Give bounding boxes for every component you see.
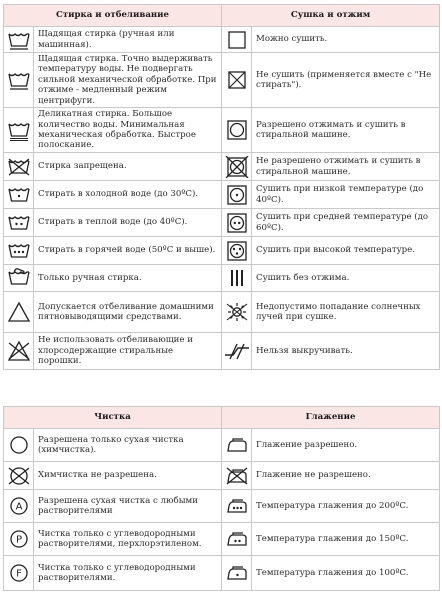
- table-row: [4, 265, 440, 292]
- iron-medium-icon: [222, 523, 252, 556]
- iron-high-icon: [222, 490, 252, 523]
- symbol-description: Глажение не разрешено.: [252, 462, 440, 490]
- wash-cold-icon: [4, 181, 34, 209]
- symbol-description: Стирать в теплой воде (до 40ºC).: [34, 209, 222, 237]
- svg-text:A: A: [15, 501, 22, 513]
- cleaning-ironing-table: [3, 406, 440, 591]
- tumble-dry-high-icon: [222, 237, 252, 265]
- tumble-dry-medium-icon: [222, 209, 252, 237]
- dry-clean-icon: [4, 429, 34, 462]
- iron-icon: [222, 429, 252, 462]
- table-row: [4, 556, 440, 591]
- symbol-description: Разрешена сухая чистка с любыми растворителями: [34, 490, 222, 523]
- section-title-right: Глажение: [222, 407, 440, 429]
- no-bleach-icon: [4, 333, 34, 370]
- symbol-description: Чистка только с углеводородными растворителями, перхлорэтиленом.: [34, 523, 222, 556]
- no-wash-icon: [4, 153, 34, 181]
- wash-tub-gentle-icon: [4, 27, 34, 53]
- symbol-description: Деликатная стирка. Большое количество воды. Минимальная механическая обработка. Быстрое полоскание.: [34, 108, 222, 153]
- symbol-description: Глажение разрешено.: [252, 429, 440, 462]
- symbol-description: Сушить при средней температуре (до 60ºC).: [252, 209, 440, 237]
- symbol-description: Только ручная стирка.: [34, 265, 222, 292]
- washing-drying-table: [3, 4, 440, 370]
- table-row: [4, 108, 440, 153]
- table-row: [4, 462, 440, 490]
- symbol-description: Щадящая стирка (ручная или машинная).: [34, 27, 222, 53]
- no-tumble-dry-icon: [222, 153, 252, 181]
- hand-wash-icon: [4, 265, 34, 292]
- wash-tub-icon: [4, 53, 34, 108]
- table-row: [4, 292, 440, 333]
- section-title-left: Чистка: [4, 407, 222, 429]
- symbol-description: Разрешено отжимать и сушить в стиральной машине.: [252, 108, 440, 153]
- symbol-description: Нельзя выкручивать.: [252, 333, 440, 370]
- symbol-description: Можно сушить.: [252, 27, 440, 53]
- table-row: [4, 209, 440, 237]
- table-row: [4, 429, 440, 462]
- svg-text:F: F: [15, 568, 22, 580]
- square-icon: [222, 27, 252, 53]
- symbol-description: Не использовать отбеливающие и хлорсодержащие стиральные порошки.: [34, 333, 222, 370]
- square-crossed-icon: [222, 53, 252, 108]
- wash-hot-icon: [4, 237, 34, 265]
- no-wring-icon: [222, 333, 252, 370]
- section-title-left: Стирка и отбеливание: [4, 5, 222, 27]
- symbol-description: Температура глажения до 150ºC.: [252, 523, 440, 556]
- table-row: [4, 237, 440, 265]
- symbol-description: Сушить при низкой температуре (до 40ºC).: [252, 181, 440, 209]
- no-sun-dry-icon: [222, 292, 252, 333]
- dry-clean-a-icon: [4, 490, 34, 523]
- symbol-description: Температура глажения до 100ºC.: [252, 556, 440, 591]
- tumble-dry-icon: [222, 108, 252, 153]
- section-title-right: Сушка и отжим: [222, 5, 440, 27]
- symbol-description: Стирка запрещена.: [34, 153, 222, 181]
- symbol-description: Сушить без отжима.: [252, 265, 440, 292]
- table-row: [4, 523, 440, 556]
- table-row: [4, 181, 440, 209]
- symbol-description: Стирать в горячей воде (50ºC и выше).: [34, 237, 222, 265]
- symbol-description: Допускается отбеливание домашними пятновыводящими средствами.: [34, 292, 222, 333]
- symbol-description: Щадящая стирка. Точно выдерживать температуру воды. Не подвергать сильной механической обработке. При отжиме - медленный режим центрифуги.: [34, 53, 222, 108]
- symbol-description: Не разрешено отжимать и сушить в стиральной машине.: [252, 153, 440, 181]
- symbol-description: Не сушить (применяется вместе с "Не стирать").: [252, 53, 440, 108]
- bleach-triangle-icon: [4, 292, 34, 333]
- iron-low-icon: [222, 556, 252, 591]
- no-iron-icon: [222, 462, 252, 490]
- dry-clean-f-icon: [4, 556, 34, 591]
- symbol-description: Чистка только с углеводородными растворителями.: [34, 556, 222, 591]
- no-dry-clean-icon: [4, 462, 34, 490]
- symbol-description: Стирать в холодной воде (до 30ºC).: [34, 181, 222, 209]
- symbol-description: Разрешена только сухая чистка (химчистка).: [34, 429, 222, 462]
- wash-warm-icon: [4, 209, 34, 237]
- symbol-description: Сушить при высокой температуре.: [252, 237, 440, 265]
- svg-text:P: P: [15, 534, 22, 546]
- symbol-description: Химчистка не разрешена.: [34, 462, 222, 490]
- table-header-row: [4, 407, 440, 429]
- dry-clean-p-icon: [4, 523, 34, 556]
- wash-tub-delicate-icon: [4, 108, 34, 153]
- table-row: [4, 53, 440, 108]
- table-row: [4, 490, 440, 523]
- table-header-row: [4, 5, 440, 27]
- symbol-description: Температура глажения до 200ºC.: [252, 490, 440, 523]
- table-row: [4, 27, 440, 53]
- tumble-dry-low-icon: [222, 181, 252, 209]
- table-row: [4, 333, 440, 370]
- symbol-description: Недопустимо попадание солнечных лучей при сушке.: [252, 292, 440, 333]
- table-row: [4, 153, 440, 181]
- drip-dry-icon: [222, 265, 252, 292]
